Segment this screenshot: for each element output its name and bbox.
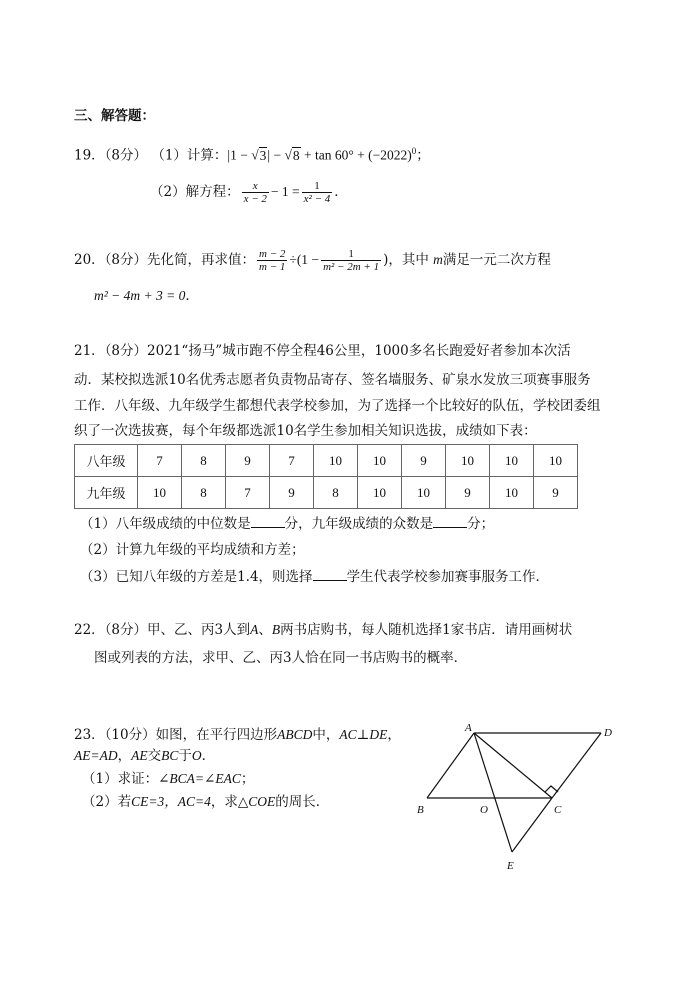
fraction-1: $\frac{m - 2}{m - 1}$ — [259, 248, 286, 273]
question-19-part2: （2）解方程： $\frac{x}{x - 2}$ − 1 = $\frac{1}{\text{x² − 4}}$ ． — [150, 180, 348, 205]
segment-ab — [427, 733, 474, 798]
question-points: （8分） — [104, 147, 148, 164]
score-cell: 10 — [402, 477, 446, 509]
score-cell: 9 — [226, 445, 270, 477]
parallelogram-figure — [408, 720, 628, 882]
question-21-sub1: （1）八年级成绩的中位数是 分，九年级成绩的众数是 分； — [80, 516, 495, 532]
label-o: O — [480, 804, 488, 816]
exponent: 0 — [411, 146, 417, 156]
close-paren: )，其中 — [383, 252, 429, 268]
answer-blank[interactable] — [313, 568, 347, 581]
score-cell: 9 — [446, 477, 490, 509]
abs-open: |1 − — [227, 147, 252, 163]
score-cell: 10 — [138, 477, 182, 509]
tan-term: + tan 60° + (−2022) — [300, 147, 412, 163]
prompt: 先化简，再求值： — [147, 252, 256, 268]
equation-middle: − 1 = — [270, 184, 300, 199]
question-20-line1: 20．（8分）先化简，再求值： $\frac{m - 2}{m - 1}$ ÷(1 − $\frac{1}{\text{m² − 2m + 1}}$ )，其中 m满足一元二次方程 — [74, 248, 551, 273]
answer-blank[interactable] — [433, 515, 467, 528]
score-cell: 10 — [446, 445, 490, 477]
question-21-line4: 织了一次选拔赛，每个年级都选派10名学生参加相关知识选拔，成绩如下表： — [74, 423, 537, 439]
row-label: 九年级 — [75, 477, 138, 509]
right-angle-mark — [545, 786, 558, 792]
scores-table — [74, 444, 578, 509]
part-label: （1）计算： — [151, 147, 228, 164]
table-row — [75, 445, 578, 477]
segment-ce — [512, 798, 552, 852]
score-cell: 7 — [226, 477, 270, 509]
question-21-line3: 工作．八年级、九年级学生都想代表学校参加，为了选择一个比较好的队伍，学校团委组 — [74, 398, 601, 414]
question-number: 21． — [74, 343, 105, 359]
question-23-sub2: （2）若CE=3，AC=4，求△COE的周长． — [82, 794, 330, 810]
label-a: A — [465, 722, 472, 734]
question-19-part1: 19．（8分） （1）计算：$|1 - √3| - √8 + \tan 60^\circ + (-2022)^0$； — [74, 146, 430, 164]
part-label: （2）解方程： — [150, 184, 240, 200]
question-21-sub2: （2）计算九年级的平均成绩和方差； — [80, 542, 305, 558]
score-cell: 8 — [182, 445, 226, 477]
score-cell: 10 — [358, 445, 402, 477]
score-cell: 10 — [490, 445, 534, 477]
score-cell: 7 — [270, 445, 314, 477]
part-end: ； — [416, 147, 430, 164]
label-b: B — [417, 804, 424, 816]
score-cell: 8 — [314, 477, 358, 509]
fraction-2: $\frac{1}{\text{m² − 2m + 1}}$ — [323, 248, 380, 273]
segment-dc — [552, 733, 601, 798]
question-20-line2: m² − 4m + 3 = 0． — [94, 288, 199, 304]
question-23-line1: 23．（10分）如图，在平行四边形ABCD中，AC⊥DE， — [74, 727, 401, 743]
sqrt-8: 8 — [292, 147, 300, 163]
segment-ae — [474, 733, 512, 852]
question-number: 19． — [74, 147, 105, 164]
question-22-line1: 22．（8分）甲、乙、丙3人到A、B两书店购书，每人随机选择1家书店．请用画树状 — [74, 622, 573, 638]
label-c: C — [554, 804, 562, 816]
score-cell: 9 — [402, 445, 446, 477]
question-points: （8分） — [104, 622, 148, 638]
fraction-2: $\frac{1}{\text{x² − 4}}$ — [303, 180, 331, 205]
question-21-line1: 21．（8分）2021“扬马”城市跑不停全程46公里，1000多名长跑爱好者参加本次活 — [74, 343, 571, 359]
score-cell: 8 — [182, 477, 226, 509]
abs-close: | − — [267, 147, 285, 163]
label-d: D — [604, 727, 612, 739]
score-cell: 10 — [358, 477, 402, 509]
question-points: （10分） — [104, 727, 156, 743]
equation: m² − 4m + 3 = 0 — [94, 288, 186, 303]
score-cell: 9 — [270, 477, 314, 509]
question-21-sub3: （3）已知八年级的方差是1.4，则选择 学生代表学校参加赛事服务工作． — [80, 569, 550, 585]
label-e: E — [507, 860, 514, 872]
answer-blank[interactable] — [251, 515, 285, 528]
score-cell: 10 — [314, 445, 358, 477]
score-cell: 9 — [534, 477, 578, 509]
score-cell: 7 — [138, 445, 182, 477]
question-number: 23． — [74, 727, 105, 743]
fraction-1: $\frac{x}{x - 2}$ — [243, 180, 267, 205]
segment-ac — [474, 733, 552, 798]
question-22-line2: 图或列表的方法，求甲、乙、丙3人恰在同一书店购书的概率． — [94, 650, 468, 666]
question-23-line2: AE=AD，AE交BC于O． — [74, 748, 216, 764]
question-number: 22． — [74, 622, 105, 638]
score-cell: 10 — [534, 445, 578, 477]
question-points: （8分） — [104, 343, 148, 359]
score-cell: 10 — [490, 477, 534, 509]
question-points: （8分） — [104, 252, 148, 268]
question-23-sub1: （1）求证：∠BCA=∠EAC； — [82, 771, 255, 787]
operator: ÷(1 − — [289, 252, 320, 267]
question-21-line2: 动．某校拟选派10名优秀志愿者负责物品寄存、签名墙服务、矿泉水发放三项赛事服务 — [74, 372, 591, 388]
section-title: 三、解答题： — [74, 108, 155, 124]
table-row — [75, 477, 578, 509]
sqrt-3: 3 — [259, 147, 267, 163]
question-number: 20． — [74, 252, 105, 268]
row-label: 八年级 — [75, 445, 138, 477]
